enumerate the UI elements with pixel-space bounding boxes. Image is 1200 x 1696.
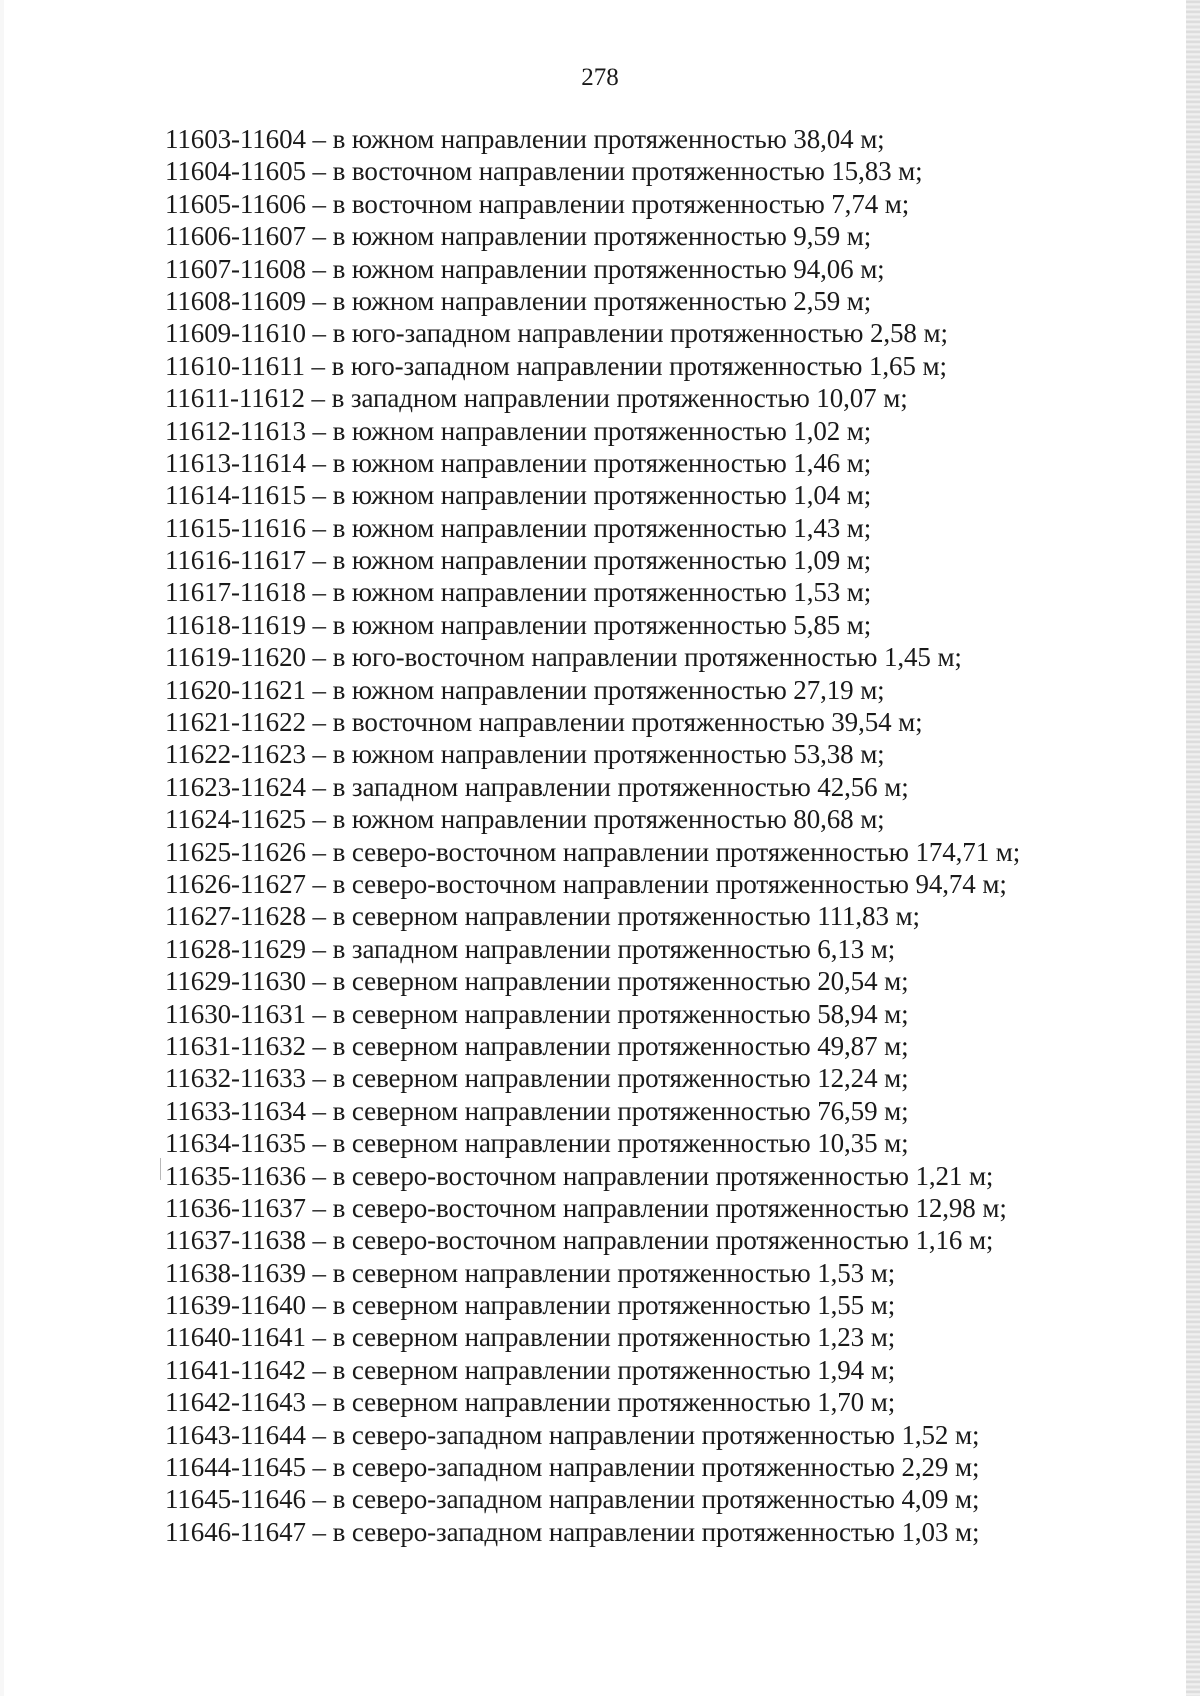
boundary-segment-line: 11615-11616 – в южном направлении протяженностью 1,43 м; [165,512,872,543]
boundary-segment-line: 11620-11621 – в южном направлении протяженностью 27,19 м; [165,674,885,705]
boundary-segment-line: 11628-11629 – в западном направлении протяженностью 6,13 м; [165,933,896,964]
boundary-segment-line: 11643-11644 – в северо-западном направлении протяженностью 1,52 м; [165,1419,980,1450]
boundary-segment-line: 11636-11637 – в северо-восточном направлении протяженностью 12,98 м; [165,1192,1007,1223]
page-number: 278 [581,64,619,91]
scan-left-edge [0,0,4,1696]
boundary-segment-line: 11631-11632 – в северном направлении протяженностью 49,87 м; [165,1030,909,1061]
boundary-segment-line: 11610-11611 – в юго-западном направлении протяженностью 1,65 м; [165,350,947,381]
boundary-segment-line: 11629-11630 – в северном направлении протяженностью 20,54 м; [165,966,909,997]
boundary-segment-line: 11634-11635 – в северном направлении протяженностью 10,35 м; [165,1128,909,1159]
boundary-segment-line: 11640-11641 – в северном направлении протяженностью 1,23 м; [165,1322,896,1353]
boundary-segment-line: 11609-11610 – в юго-западном направлении протяженностью 2,58 м; [165,318,948,349]
boundary-segment-list [165,123,1020,1548]
boundary-segment-line: 11622-11623 – в южном направлении протяженностью 53,38 м; [165,739,885,770]
scan-right-edge [1186,0,1200,1696]
boundary-segment-line: 11614-11615 – в южном направлении протяженностью 1,04 м; [165,480,872,511]
boundary-segment-line: 11625-11626 – в северо-восточном направлении протяженностью 174,71 м; [165,836,1021,867]
boundary-segment-line: 11612-11613 – в южном направлении протяженностью 1,02 м; [165,415,872,446]
boundary-segment-line: 11632-11633 – в северном направлении протяженностью 12,24 м; [165,1063,909,1094]
scan-artifact [160,1158,161,1180]
boundary-segment-line: 11633-11634 – в северном направлении протяженностью 76,59 м; [165,1095,909,1126]
boundary-segment-line: 11645-11646 – в северо-западном направлении протяженностью 4,09 м; [165,1484,980,1515]
boundary-segment-line: 11603-11604 – в южном направлении протяженностью 38,04 м; [165,124,885,154]
boundary-segment-line: 11611-11612 – в западном направлении протяженностью 10,07 м; [165,383,908,414]
boundary-segment-line: 11646-11647 – в северо-западном направлении протяженностью 1,03 м; [165,1516,980,1547]
boundary-segment-line: 11613-11614 – в южном направлении протяженностью 1,46 м; [165,447,872,478]
boundary-segment-line: 11627-11628 – в северном направлении протяженностью 111,83 м; [165,901,920,932]
boundary-segment-line: 11642-11643 – в северном направлении протяженностью 1,70 м; [165,1387,896,1418]
boundary-segment-line: 11606-11607 – в южном направлении протяженностью 9,59 м; [165,221,872,252]
boundary-segment-line: 11639-11640 – в северном направлении протяженностью 1,55 м; [165,1290,896,1321]
boundary-segment-line: 11641-11642 – в северном направлении протяженностью 1,94 м; [165,1354,896,1385]
boundary-segment-line: 11607-11608 – в южном направлении протяженностью 94,06 м; [165,253,885,284]
boundary-segment-line: 11623-11624 – в западном направлении протяженностью 42,56 м; [165,771,909,802]
boundary-segment-line: 11617-11618 – в южном направлении протяженностью 1,53 м; [165,577,872,608]
boundary-segment-line: 11604-11605 – в восточном направлении протяженностью 15,83 м; [165,156,923,187]
boundary-segment-line: 11618-11619 – в южном направлении протяженностью 5,85 м; [165,609,872,640]
boundary-segment-line: 11637-11638 – в северо-восточном направлении протяженностью 1,16 м; [165,1225,994,1256]
boundary-segment-line: 11626-11627 – в северо-восточном направлении протяженностью 94,74 м; [165,868,1007,899]
boundary-segment-line: 11624-11625 – в южном направлении протяженностью 80,68 м; [165,804,885,835]
boundary-segment-line: 11605-11606 – в восточном направлении протяженностью 7,74 м; [165,188,910,219]
boundary-segment-line: 11608-11609 – в южном направлении протяженностью 2,59 м; [165,285,872,316]
boundary-segment-line: 11619-11620 – в юго-восточном направлении протяженностью 1,45 м; [165,642,962,673]
boundary-segment-line: 11635-11636 – в северо-восточном направлении протяженностью 1,21 м; [165,1160,994,1191]
boundary-segment-line: 11630-11631 – в северном направлении протяженностью 58,94 м; [165,998,909,1029]
boundary-segment-line: 11621-11622 – в восточном направлении протяженностью 39,54 м; [165,707,923,738]
boundary-segment-line: 11616-11617 – в южном направлении протяженностью 1,09 м; [165,545,872,576]
boundary-segment-line: 11638-11639 – в северном направлении протяженностью 1,53 м; [165,1257,896,1288]
boundary-segment-line: 11644-11645 – в северо-западном направлении протяженностью 2,29 м; [165,1452,980,1483]
